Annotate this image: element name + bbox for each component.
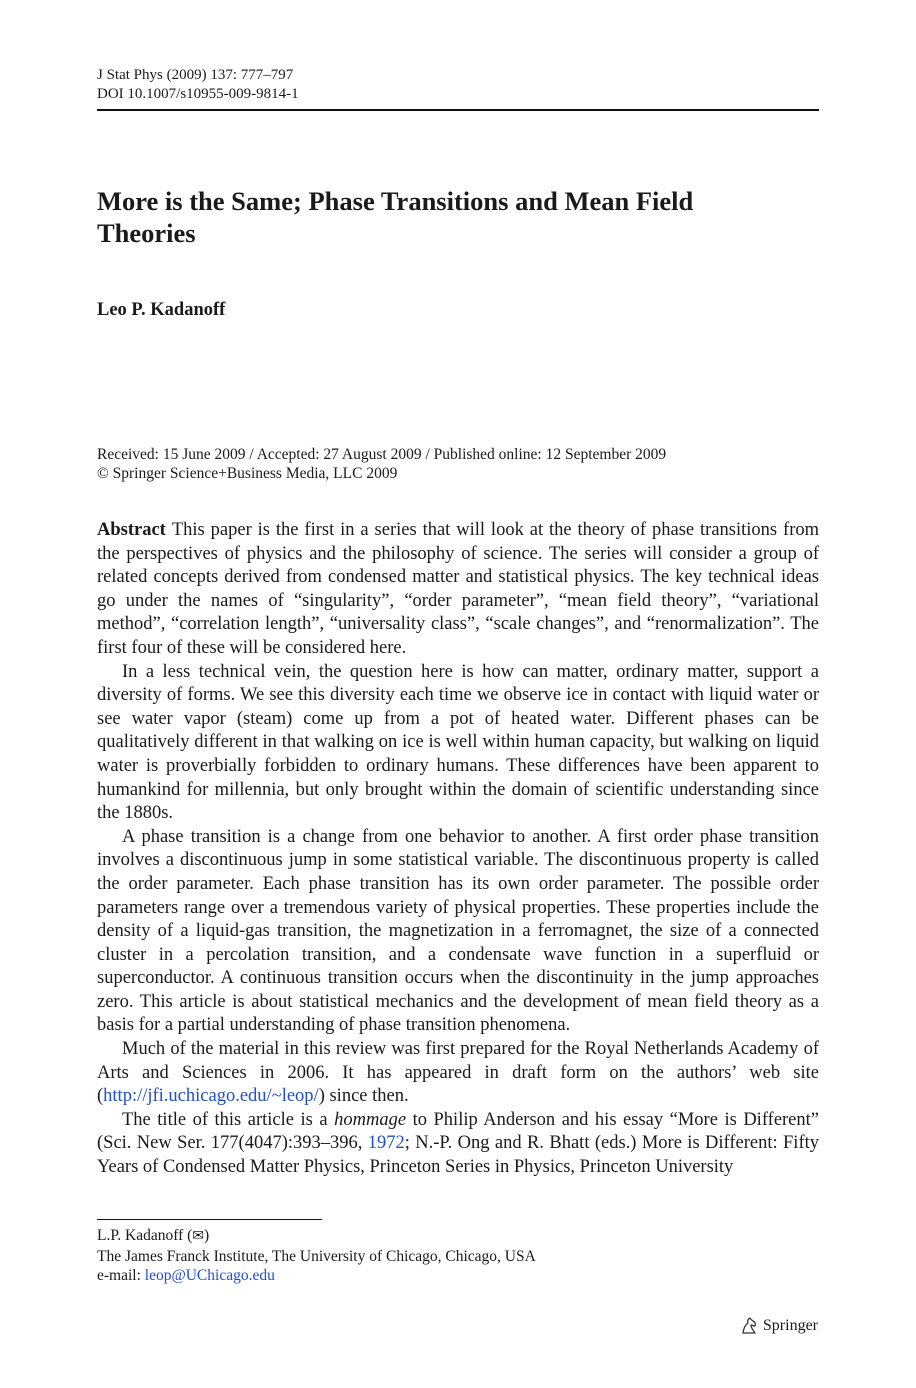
author-name: Leo P. Kadanoff bbox=[97, 300, 226, 320]
abstract-paragraph-3: A phase transition is a change from one behavior to another. A first order phase transition involves a discontinuous jump in some statistical variable. The discontinuous property is called the order parameter. Each phase transition has its own order parameter. The possible order parameters range over a tremendous variety of physical properties. These properties include the density of a liquid-gas transition, the magnetization in a ferromagnet, the size of a connected cluster in a percolation transition, and a condensate wave function in a superfluid or superconductor. A continuous transition occurs when the discontinuity in the jump approaches zero. This article is about statistical mechanics and the development of mean field theory as a basis for a partial understanding of phase transition phenomena. bbox=[97, 826, 819, 1036]
abstract-paragraph-2: In a less technical vein, the question here is how can matter, ordinary matter, support a diversity of forms. We see this diversity each time we observe ice in contact with liquid water or see water vapor (steam) come up from a pot of heated water. Different phases can be qualitatively different in that walking on ice is well within human capacity, but walking on liquid water is proverbially forbidden to ordinary humans. These differences have been apparent to humankind for millennia, but only brought within the domain of scientific understanding since the 1880s. bbox=[97, 661, 819, 824]
paper-page bbox=[97, 66, 819, 1180]
springer-horse-icon bbox=[739, 1316, 759, 1336]
paper-title: More is the Same; Phase Transitions and Mean Field Theories bbox=[97, 186, 694, 248]
publisher-name: Springer bbox=[762, 1317, 818, 1334]
doi: DOI 10.1007/s10955-009-9814-1 bbox=[97, 86, 299, 102]
publication-dates bbox=[97, 445, 819, 483]
email-link[interactable]: leop@UChicago.edu bbox=[144, 1267, 275, 1284]
publisher-logo bbox=[739, 1316, 818, 1336]
abstract-paragraph-4: Much of the material in this review was first prepared for the Royal Netherlands Academy of Arts and Sciences in 2006. It has appeared in draft form on the authors’ web site (http://jfi.uchicago.edu/~leop/) since then. bbox=[97, 1039, 819, 1107]
envelope-icon: ✉ bbox=[192, 1229, 205, 1244]
journal-citation: J Stat Phys (2009) 137: 777–797 bbox=[97, 67, 294, 83]
abstract bbox=[97, 519, 819, 1180]
footnote-email: e-mail: leop@UChicago.edu bbox=[97, 1267, 275, 1284]
abstract-paragraph-1: Abstract This paper is the first in a series that will look at the theory of phase transitions from the perspectives of physics and the philosophy of science. The series will consider a group of related concepts derived from condensed matter and statistical physics. The key technical ideas go under the names of “singularity”, “order parameter”, “mean field theory”, “variational method”, “correlation length”, “universality class”, “scale changes”, and “renormalization”. The first four of these will be considered here. bbox=[97, 520, 819, 658]
footnote-rule bbox=[97, 1219, 322, 1220]
header-rule bbox=[97, 109, 819, 111]
copyright-line: © Springer Science+Business Media, LLC 2009 bbox=[97, 465, 398, 482]
website-link[interactable]: http://jfi.uchicago.edu/~leop/ bbox=[103, 1086, 319, 1107]
footnote-author: L.P. Kadanoff (✉) bbox=[97, 1226, 536, 1247]
dates-line: Received: 15 June 2009 / Accepted: 27 August 2009 / Published online: 12 September 2009 bbox=[97, 446, 667, 463]
abstract-label: Abstract bbox=[97, 520, 166, 540]
citation-link-1972[interactable]: 1972 bbox=[367, 1133, 405, 1154]
author-footnote bbox=[97, 1226, 536, 1286]
abstract-paragraph-5: The title of this article is a hommage to Philip Anderson and his essay “More is Different” (Sci. New Ser. 177(4047):393–396, 1972; N.-P. Ong and R. Bhatt (eds.) More is Different: Fifty Years of Condensed Matter Physics, Princeton Series in Physics, Princeton University bbox=[97, 1109, 819, 1178]
footnote-affiliation: The James Franck Institute, The University of Chicago, Chicago, USA bbox=[97, 1247, 536, 1265]
